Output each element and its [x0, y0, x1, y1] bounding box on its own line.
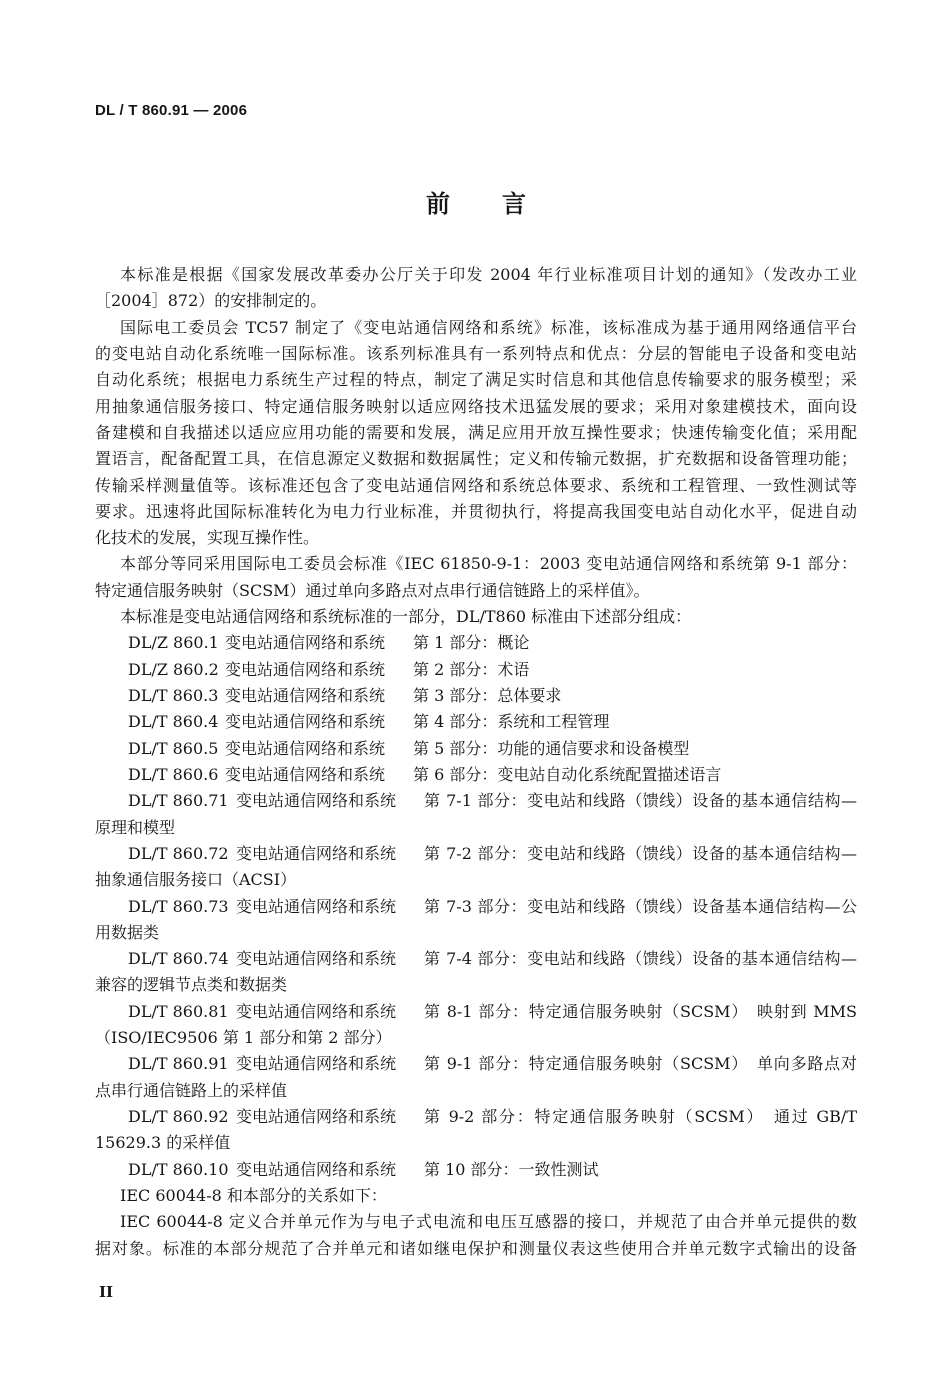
part-code: DL/T 860.5: [128, 738, 219, 758]
part-title-continuation: 抽象通信服务接口（ACSI）: [95, 870, 297, 890]
standard-part-entry: [95, 1104, 857, 1130]
part-code: DL/T 860.4: [128, 712, 219, 732]
part-series-name: 变电站通信网络和系统: [236, 843, 397, 863]
paragraph-line: 据对象。标准的本部分规范了合并单元和诸如继电保护和测量仪表这些使用合并单元数字式输出的设备: [95, 1238, 857, 1258]
part-series-name: 变电站通信网络和系统: [225, 764, 386, 784]
part-series-name: 变电站通信网络和系统: [236, 791, 397, 811]
part-code: DL/T 860.6: [128, 764, 219, 784]
part-series-name: 变电站通信网络和系统: [236, 1159, 397, 1179]
paragraph-line: 本部分等同采用国际电工委员会标准《IEC 61850-9-1：2003 变电站通信网络和系统第 9-1 部分：: [120, 554, 857, 574]
standard-part-entry: [95, 788, 857, 814]
part-title: 第 2 部分：术语: [413, 659, 530, 679]
part-series-name: 变电站通信网络和系统: [225, 712, 386, 732]
part-code: DL/T 860.10: [128, 1159, 229, 1179]
paragraph-line: 国际电工委员会 TC57 制定了《变电站通信网络和系统》标准，该标准成为基于通用网络通信平台: [120, 317, 857, 337]
paragraph-line: 用抽象通信服务接口、特定通信服务映射以适应网络技术迅猛发展的要求；采用对象建模技术，面向设: [95, 396, 857, 416]
document-code-header: DL / T 860.91 — 2006: [95, 102, 248, 119]
paragraph-line: 备建模和自我描述以适应应用功能的需要和发展，满足应用开放互操性要求；快速传输变化值；采用配: [95, 422, 857, 442]
part-code: DL/Z 860.1: [128, 633, 219, 653]
standard-part-entry: [95, 736, 857, 762]
paragraph-line: IEC 60044-8 和本部分的关系如下：: [120, 1185, 387, 1205]
part-title: 第 7-4 部分：变电站和线路（馈线）设备的基本通信结构—: [424, 949, 857, 969]
paragraph-line: 传输采样测量值等。该标准还包含了变电站通信网络和系统总体要求、系统和工程管理、一致性测试等: [95, 475, 857, 495]
part-series-name: 变电站通信网络和系统: [236, 896, 397, 916]
paragraph-line: 自动化系统；根据电力系统生产过程的特点，制定了满足实时信息和其他信息传输要求的服务模型；采: [95, 370, 857, 390]
part-title: 第 6 部分：变电站自动化系统配置描述语言: [413, 764, 722, 784]
part-title: 第 3 部分：总体要求: [413, 686, 562, 705]
paragraph-line: 特定通信服务映射（SCSM）通过单向多路点对点串行通信链路上的采样值》。: [95, 580, 650, 600]
part-title: 第 8-1 部分：特定通信服务映射（SCSM） 映射到 MMS: [424, 1001, 857, 1021]
part-series-name: 变电站通信网络和系统: [225, 633, 386, 653]
standard-part-entry: [95, 657, 857, 683]
part-code: DL/T 860.81: [128, 1001, 229, 1021]
part-title: 第 4 部分：系统和工程管理: [413, 712, 610, 732]
paragraph-line: 本标准是根据《国家发展改革委办公厅关于印发 2004 年行业标准项目计划的通知》（发改办工业: [120, 265, 857, 284]
paragraph-line: 要求。迅速将此国际标准转化为电力行业标准，并贯彻执行，将提高我国变电站自动化水平，促进自动: [95, 501, 857, 521]
part-title: 第 10 部分：一致性测试: [424, 1159, 599, 1179]
part-title-continuation: 用数据类: [95, 922, 160, 942]
standard-part-entry: [95, 683, 857, 709]
part-code: DL/T 860.73: [128, 896, 229, 916]
part-title: 第 7-3 部分：变电站和线路（馈线）设备基本通信结构—公: [424, 896, 857, 916]
part-title-continuation: 点串行通信链路上的采样值: [95, 1080, 288, 1100]
part-title-continuation: 兼容的逻辑节点类和数据类: [95, 975, 288, 995]
standard-part-entry: [95, 841, 857, 867]
part-title: 第 9-1 部分：特定通信服务映射（SCSM） 单向多路点对: [424, 1054, 857, 1074]
part-series-name: 变电站通信网络和系统: [236, 949, 397, 969]
part-title: 第 1 部分：概论: [413, 633, 530, 653]
standard-part-entry: [95, 1051, 857, 1077]
part-title: 第 7-1 部分：变电站和线路（馈线）设备的基本通信结构—: [424, 791, 857, 811]
part-series-name: 变电站通信网络和系统: [236, 1001, 397, 1021]
paragraph-line: IEC 60044-8 定义合并单元作为与电子式电流和电压互感器的接口，并规范了由合并单元提供的数: [120, 1212, 857, 1232]
foreword-body: [95, 262, 857, 1262]
part-title-continuation: （ISO/IEC9506 第 1 部分和第 2 部分）: [95, 1028, 392, 1048]
standard-part-entry: [95, 946, 857, 972]
part-title: 第 9-2 部分：特定通信服务映射（SCSM） 通过 GB/T: [424, 1107, 857, 1126]
standard-part-entry: [95, 630, 857, 656]
part-code: DL/Z 860.2: [128, 659, 219, 679]
part-series-name: 变电站通信网络和系统: [225, 738, 386, 758]
part-code: DL/T 860.92: [128, 1107, 229, 1126]
paragraph-line: 置语言，配备配置工具，在信息源定义数据和数据属性；定义和传输元数据，扩充数据和设备管理功能；: [95, 449, 857, 469]
page-number: II: [99, 1283, 114, 1301]
part-series-name: 变电站通信网络和系统: [225, 659, 386, 679]
part-code: DL/T 860.71: [128, 791, 229, 811]
paragraph-line: 本标准是变电站通信网络和系统标准的一部分，DL/T860 标准由下述部分组成：: [120, 607, 692, 627]
part-title-continuation: 原理和模型: [95, 817, 176, 837]
part-title-continuation: 15629.3 的采样值: [95, 1133, 231, 1153]
page-title: 前 言: [426, 189, 540, 218]
paragraph-line: 化技术的发展，实现互操作性。: [95, 528, 320, 548]
standard-part-entry: [95, 999, 857, 1025]
standard-part-entry: [95, 709, 857, 735]
part-title: 第 7-2 部分：变电站和线路（馈线）设备的基本通信结构—: [424, 843, 857, 863]
part-title: 第 5 部分：功能的通信要求和设备模型: [413, 738, 690, 758]
part-series-name: 变电站通信网络和系统: [225, 686, 386, 705]
part-series-name: 变电站通信网络和系统: [236, 1107, 397, 1126]
standard-part-entry: [95, 1157, 857, 1183]
part-code: DL/T 860.91: [128, 1054, 229, 1074]
paragraph-line: ［2004］872）的安排制定的。: [95, 291, 327, 311]
standard-part-entry: [95, 762, 857, 788]
part-code: DL/T 860.3: [128, 686, 219, 705]
standard-part-entry: [95, 894, 857, 920]
part-code: DL/T 860.74: [128, 949, 229, 969]
paragraph-line: 的变电站自动化系统唯一国际标准。该系列标准具有一系列特点和优点：分层的智能电子设备和变电站: [95, 343, 857, 363]
part-code: DL/T 860.72: [128, 843, 229, 863]
part-series-name: 变电站通信网络和系统: [236, 1054, 397, 1074]
